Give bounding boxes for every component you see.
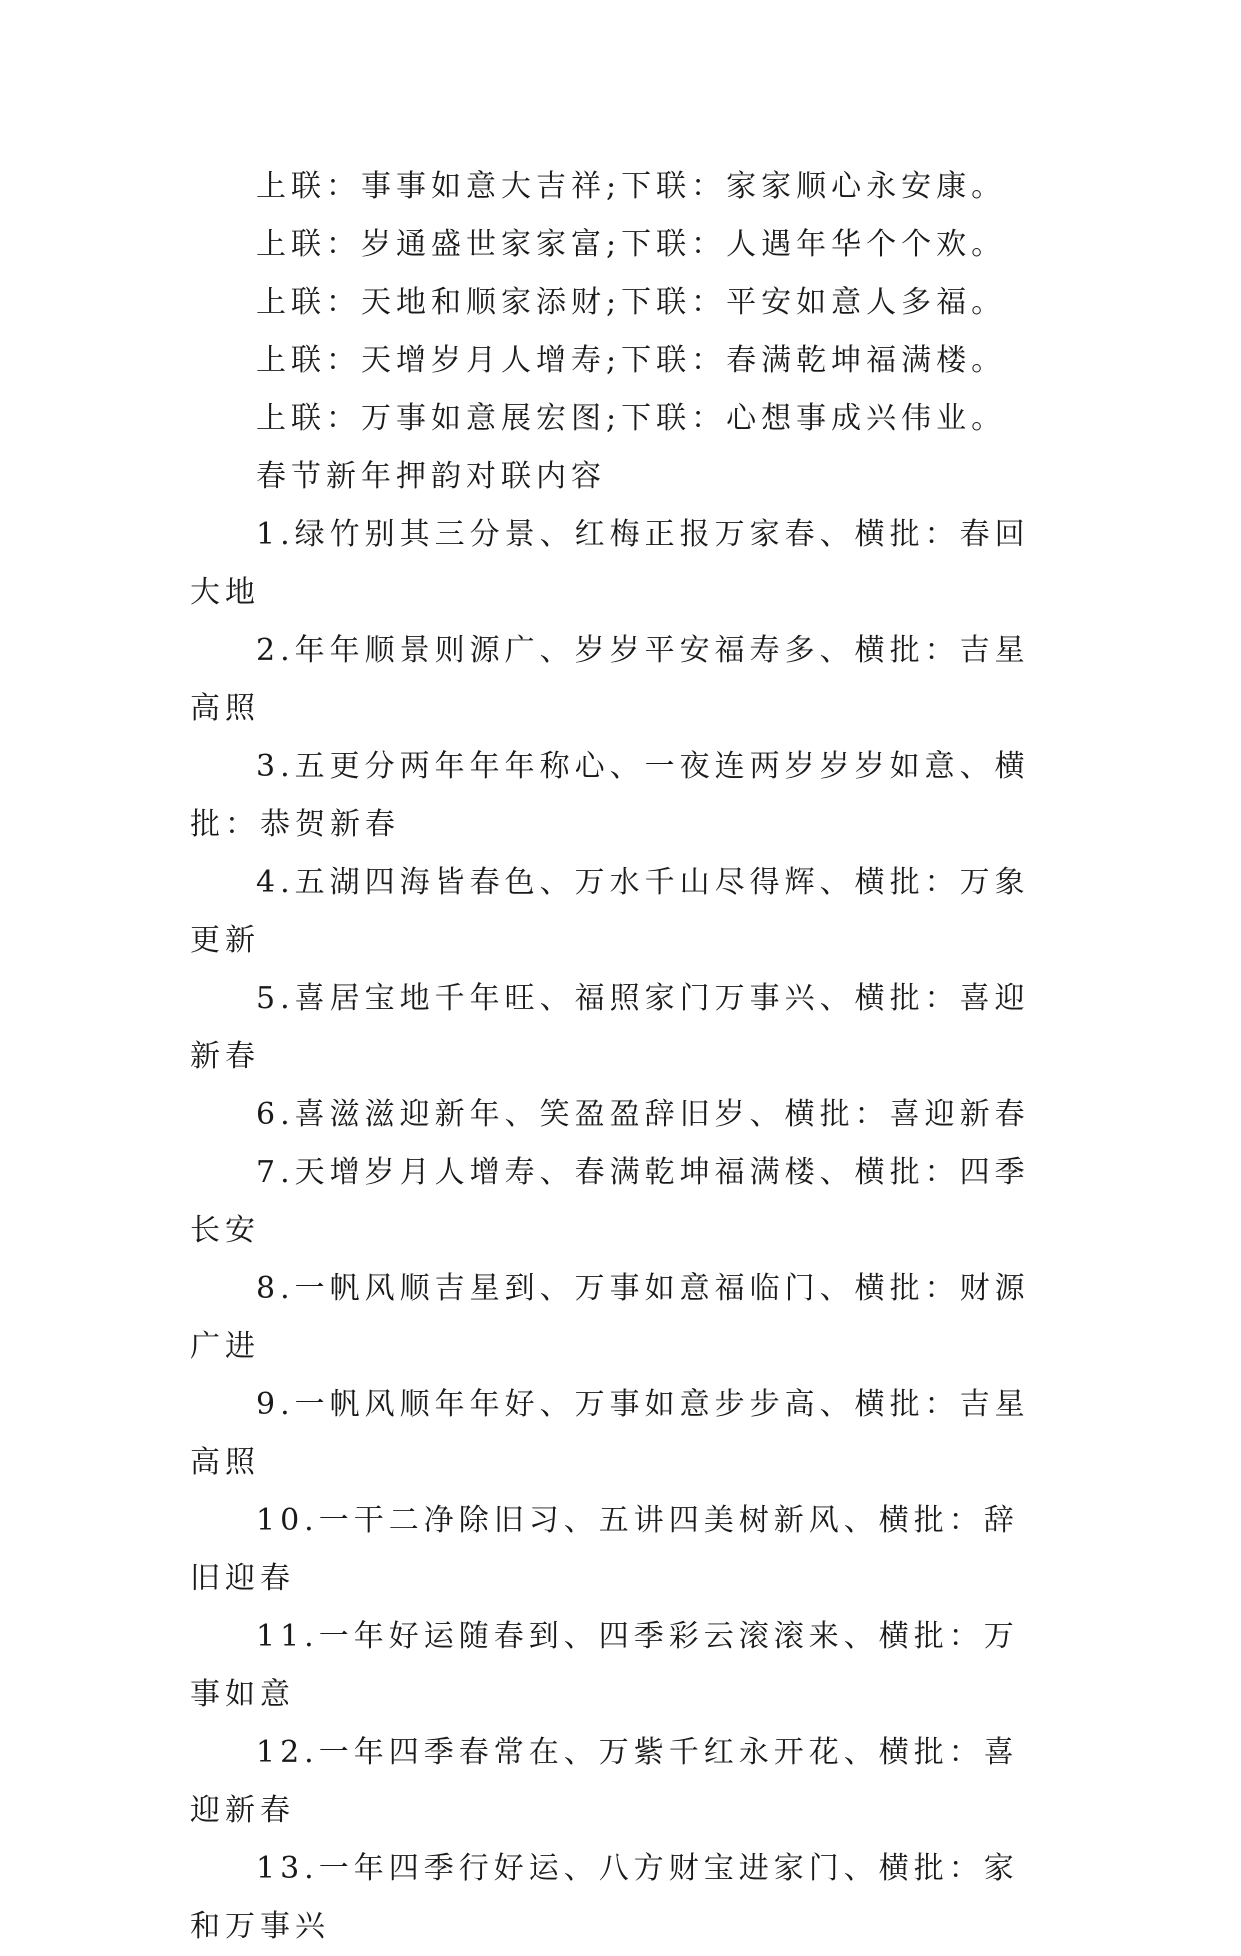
list-item-4: 4.五湖四海皆春色、万水千山尽得辉、横批：万象更新 (190, 865, 1030, 958)
list-item-3: 3.五更分两年年年称心、一夜连两岁岁岁如意、横批：恭贺新春 (190, 749, 1030, 842)
list-item-9: 9.一帆风顺年年好、万事如意步步高、横批：吉星高照 (190, 1387, 1030, 1480)
list-item-11: 11.一年好运随春到、四季彩云滚滚来、横批：万事如意 (190, 1619, 1019, 1712)
couplet-line-2: 上联：岁通盛世家家富;下联：人遇年华个个欢。 (256, 227, 1007, 262)
list-item-13: 13.一年四季行好运、八方财宝进家门、横批：家和万事兴 (190, 1851, 1019, 1944)
list-item-2: 2.年年顺景则源广、岁岁平安福寿多、横批：吉星高照 (190, 633, 1030, 726)
couplet-line-4: 上联：天增岁月人增寿;下联：春满乾坤福满楼。 (256, 343, 1007, 378)
list-item-6: 6.喜滋滋迎新年、笑盈盈辞旧岁、横批：喜迎新春 (256, 1097, 1030, 1132)
document-body (190, 158, 1048, 1956)
list-item-5: 5.喜居宝地千年旺、福照家门万事兴、横批：喜迎新春 (190, 981, 1030, 1074)
list-item-12: 12.一年四季春常在、万紫千红永开花、横批：喜迎新春 (190, 1735, 1019, 1828)
section-heading: 春节新年押韵对联内容 (256, 459, 606, 494)
list-item-1: 1.绿竹别其三分景、红梅正报万家春、横批：春回大地 (190, 517, 1030, 610)
list-item-7: 7.天增岁月人增寿、春满乾坤福满楼、横批：四季长安 (190, 1155, 1030, 1248)
couplet-line-1: 上联：事事如意大吉祥;下联：家家顺心永安康。 (256, 169, 1007, 204)
couplet-line-3: 上联：天地和顺家添财;下联：平安如意人多福。 (256, 285, 1007, 320)
list-item-8: 8.一帆风顺吉星到、万事如意福临门、横批：财源广进 (190, 1271, 1030, 1364)
list-item-10: 10.一干二净除旧习、五讲四美树新风、横批：辞旧迎春 (190, 1503, 1019, 1596)
couplet-line-5: 上联：万事如意展宏图;下联：心想事成兴伟业。 (256, 401, 1007, 436)
